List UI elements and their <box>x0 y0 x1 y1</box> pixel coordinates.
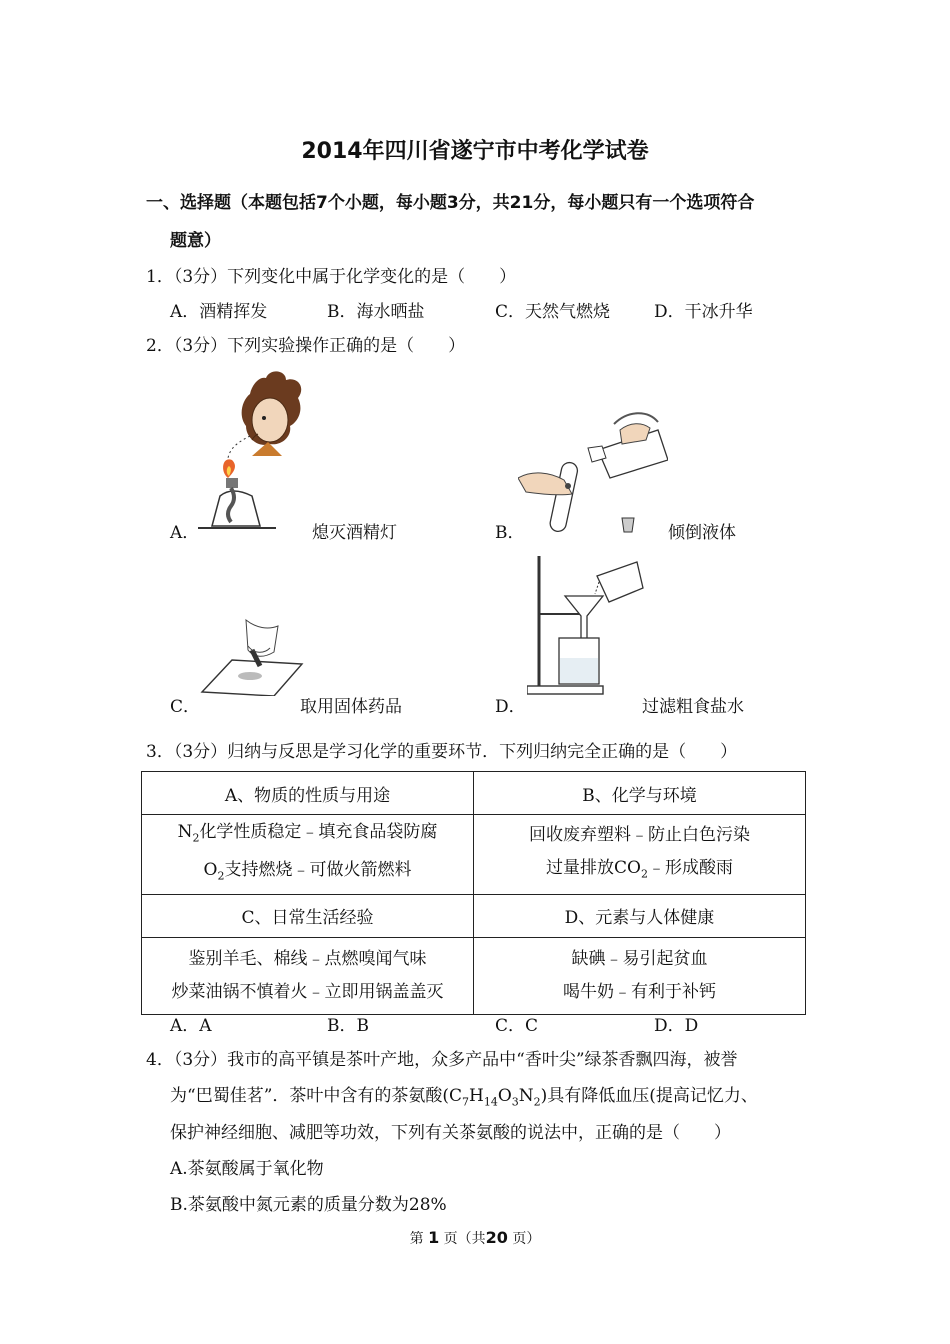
cell-a-line1: $N_2$化学性质稳定﹣填充食品袋防腐 <box>177 822 438 845</box>
summary-table <box>141 771 806 1015</box>
cell-body-c <box>142 937 474 1014</box>
page-title: 2014年四川省遂宁市中考化学试卷 <box>301 139 649 164</box>
cell-body-a <box>142 815 474 895</box>
alcohol-lamp-illustration <box>198 368 310 532</box>
q3-option-b: B．B <box>327 1016 369 1036</box>
cell-body-d <box>474 937 806 1014</box>
cell-header-c: C、日常生活经验 <box>142 894 474 937</box>
page-footer: 第 1 页（共20 页） <box>409 1228 541 1247</box>
q3-option-c: C．C <box>495 1016 539 1036</box>
cell-body-b <box>474 815 806 895</box>
solid-reagent-illustration <box>198 618 308 696</box>
q2-letter-c: C． <box>170 697 201 717</box>
pouring-liquid-illustration <box>518 400 668 540</box>
q4-line2: 为“巴蜀佳茗”．茶叶中含有的茶氨酸$(C_7H_{14}O_3N_2)$具有降低血压(提高记忆力、 <box>170 1086 758 1109</box>
q3-option-d: D．D <box>654 1016 699 1036</box>
cell-header-a: A、物质的性质与用途 <box>142 772 474 815</box>
cell-header-b: B、化学与环境 <box>474 772 806 815</box>
q2-letter-a: A． <box>170 523 200 543</box>
q1-stem: 1．（3分）下列变化中属于化学变化的是（ ） <box>146 267 517 287</box>
q2-letter-b: B． <box>495 523 525 543</box>
cell-b-line2: 过量排放$CO_2﹣$形成酸雨 <box>546 857 733 881</box>
cell-d-line1: 缺碘﹣易引起贫血 <box>571 948 708 969</box>
section-heading: 一、选择题（本题包括7个小题，每小题3分，共21分，每小题只有一个选项符合 <box>146 193 755 213</box>
cell-c-line2: 炒菜油锅不慎着火﹣立即用锅盖盖灭 <box>171 981 444 1002</box>
cell-b-line1: 回收废弃塑料﹣防止白色污染 <box>529 824 750 845</box>
cell-c-line1: 鉴别羊毛、棉线﹣点燃嗅闻气味 <box>188 948 427 969</box>
q2-caption-d: 过滤粗食盐水 <box>642 697 744 717</box>
q1-option-b: B．海水晒盐 <box>327 302 425 322</box>
q2-caption-a: 熄灭酒精灯 <box>312 523 397 543</box>
q2-letter-d: D． <box>495 697 526 717</box>
q4-line3: 保护神经细胞、减肥等功效，下列有关茶氨酸的说法中，正确的是（ ） <box>170 1123 731 1143</box>
q1-option-d: D．干冰升华 <box>654 302 753 322</box>
cell-d-line2: 喝牛奶﹣有利于补钙 <box>563 981 716 1002</box>
q1-option-a: A．酒精挥发 <box>170 302 268 322</box>
q2-stem: 2．（3分）下列实验操作正确的是（ ） <box>146 336 466 356</box>
q4-option-a: A.茶氨酸属于氧化物 <box>170 1159 324 1179</box>
q3-stem: 3．（3分）归纳与反思是学习化学的重要环节．下列归纳完全正确的是（ ） <box>146 742 738 762</box>
filtration-illustration <box>527 548 647 696</box>
cell-a-line2: $O_2$支持燃烧﹣可做火箭燃料 <box>203 860 412 883</box>
cell-header-d: D、元素与人体健康 <box>474 894 806 937</box>
q2-caption-c: 取用固体药品 <box>300 697 402 717</box>
q3-option-a: A．A <box>170 1016 212 1036</box>
q2-caption-b: 倾倒液体 <box>668 523 736 543</box>
section-heading-cont: 题意） <box>170 231 221 251</box>
q4-line1: 4．（3分）我市的高平镇是茶叶产地，众多产品中“香叶尖”绿茶香飘四海，被誉 <box>146 1050 738 1070</box>
q1-option-c: C．天然气燃烧 <box>495 302 611 322</box>
q4-option-b: B.茶氨酸中氮元素的质量分数为28% <box>170 1195 447 1215</box>
